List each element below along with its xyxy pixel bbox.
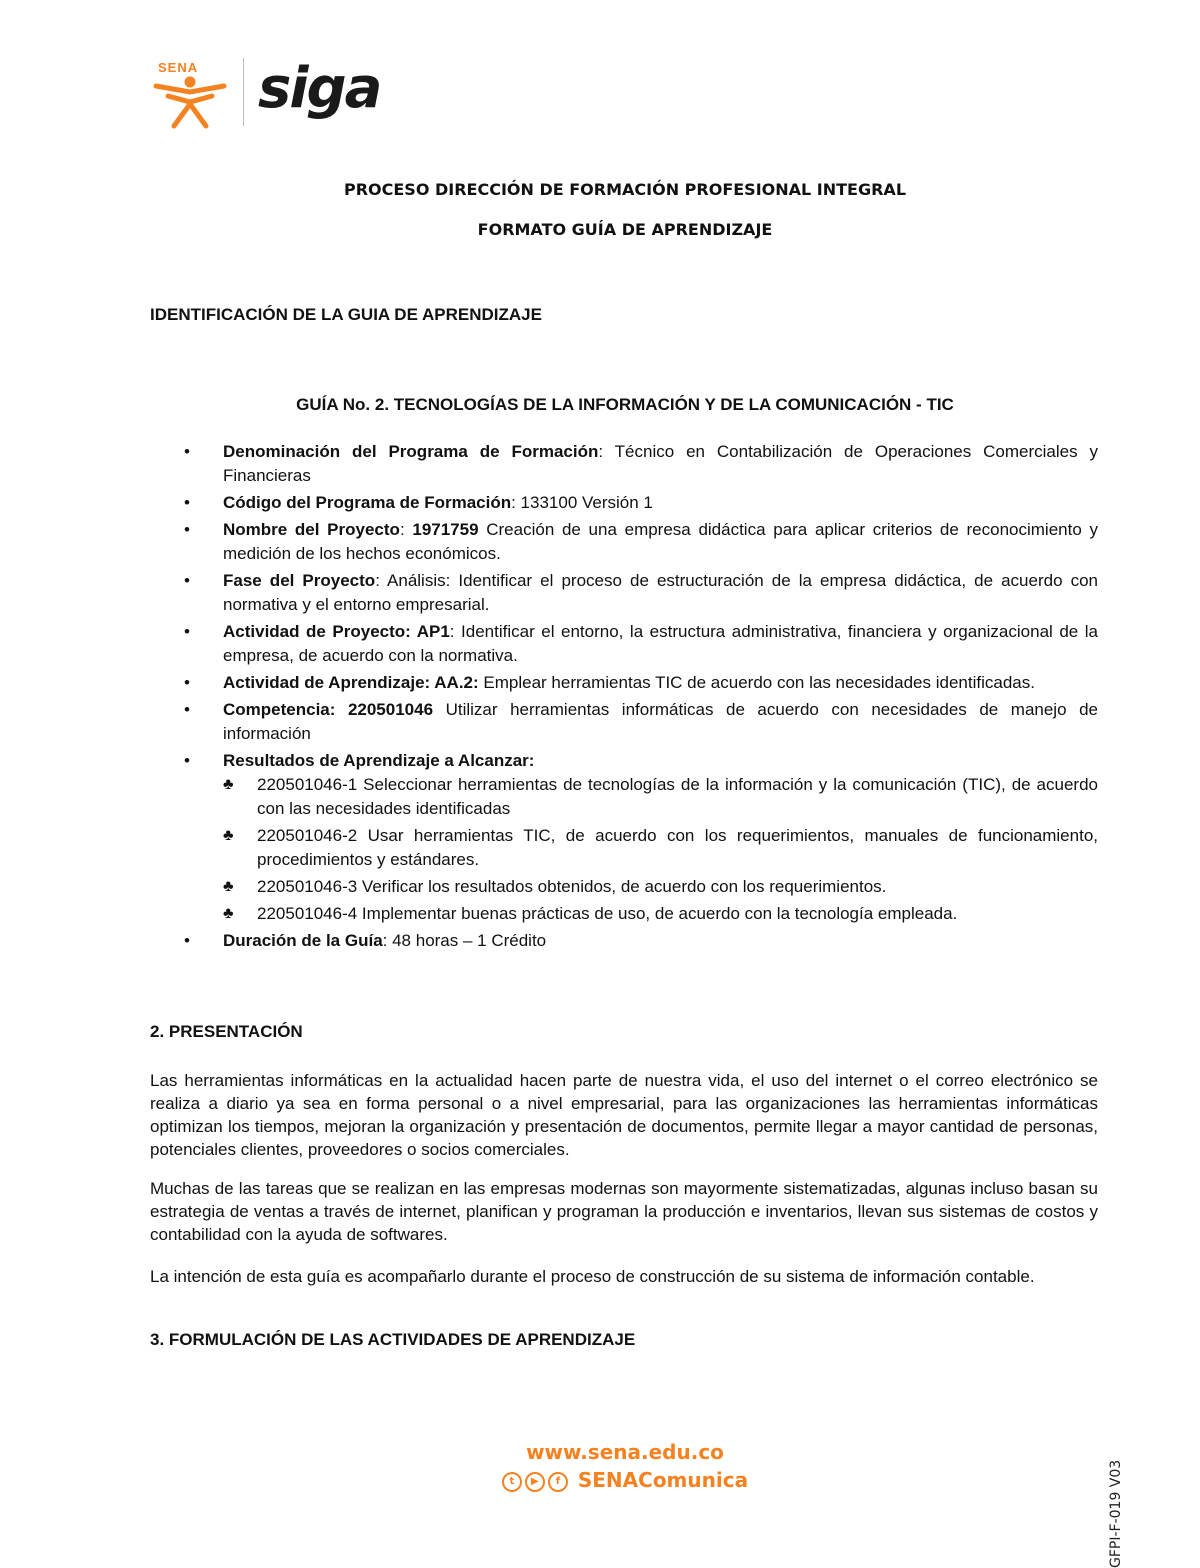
facebook-icon: f — [548, 1472, 568, 1492]
result-item — [223, 902, 1098, 926]
item-text: Creación de una empresa didáctica para aplicar criterios de reconocimiento y medición de los hechos económicos. — [223, 520, 1098, 563]
bullet-icon: • — [184, 673, 190, 692]
club-bullet-icon: ♣ — [223, 776, 234, 793]
section-2-heading: 2. PRESENTACIÓN — [150, 1022, 303, 1041]
sena-siga-logo — [150, 52, 390, 132]
process-title: PROCESO DIRECCIÓN DE FORMACIÓN PROFESIONAL INTEGRAL — [343, 180, 907, 199]
paragraph: Muchas de las tareas que se realizan en las empresas modernas son mayormente sistematizadas, algunas incluso basan su estrategia de ventas a través de internet, planifican y programan la producción e inventarios, llevan sus sistemas de costos y contabilidad con la ayuda de softwares. — [150, 1179, 1098, 1244]
bullet-icon: • — [184, 520, 190, 539]
bullet-icon: • — [184, 700, 190, 719]
bullet-icon: • — [184, 622, 190, 641]
learning-results-list — [223, 773, 1098, 926]
item-label: Actividad de Aprendizaje: AA.2: — [223, 673, 479, 692]
paragraph: Las herramientas informáticas en la actualidad hacen parte de nuestra vida, el uso del internet o el correo electrónico se realiza a diario ya sea en forma personal o a nivel empresarial, para las organizaciones las herramientas informáticas optimizan los tiempos, mejoran la organización y presentación de documentos, permite llegar a mayor cantidad de personas, potenciales clientes, proveedores o socios comerciales. — [150, 1071, 1098, 1159]
website-link[interactable]: www.sena.edu.co — [526, 1440, 724, 1464]
list-item — [150, 620, 1098, 668]
bullet-icon: • — [184, 931, 190, 950]
bullet-icon: • — [184, 751, 190, 770]
list-item — [150, 929, 1098, 953]
format-title: FORMATO GUÍA DE APRENDIZAJE — [477, 220, 773, 239]
item-label: Nombre del Proyecto — [223, 520, 400, 539]
item-label: Fase del Proyecto — [223, 571, 376, 590]
document-code: GFPI-F-019 V03 — [1108, 1459, 1124, 1568]
result-text: 220501046-4 Implementar buenas prácticas de uso, de acuerdo con la tecnología empleada. — [257, 904, 958, 923]
item-text: : Análisis: Identificar el proceso de estructuración de la empresa didáctica, de acuerdo con normativa y el entorno empresarial. — [223, 571, 1098, 614]
item-text: : — [399, 520, 413, 539]
bullet-icon: • — [184, 442, 190, 461]
social-handle-text: SENAComunica — [577, 1468, 749, 1492]
bullet-icon: • — [184, 493, 190, 512]
result-text: 220501046-2 Usar herramientas TIC, de acuerdo con los requerimientos, manuales de funcionamiento, procedimientos y estándares. — [257, 826, 1098, 869]
project-code: 1971759 — [412, 520, 479, 539]
list-item — [150, 698, 1098, 746]
item-text: Emplear herramientas TIC de acuerdo con las necesidades identificadas. — [478, 673, 1035, 692]
result-text: 220501046-1 Seleccionar herramientas de tecnologías de la información y la comunicación (TIC), de acuerdo con las necesidades identificadas — [257, 775, 1098, 818]
paragraph: La intención de esta guía es acompañarlo durante el proceso de construcción de su sistema de información contable. — [150, 1267, 1035, 1286]
item-label: Duración de la Guía — [223, 931, 383, 950]
item-label: Código del Programa de Formación — [223, 493, 512, 512]
guide-title: GUÍA No. 2. TECNOLOGÍAS DE LA INFORMACIÓN Y DE LA COMUNICACIÓN - TIC — [296, 395, 954, 414]
result-item — [223, 875, 1098, 899]
social-handle — [0, 1468, 1200, 1492]
list-item — [150, 569, 1098, 617]
club-bullet-icon: ♣ — [223, 827, 234, 844]
club-bullet-icon: ♣ — [223, 905, 234, 922]
item-text: Utilizar herramientas informáticas de acuerdo con necesidades de manejo de información — [223, 700, 1098, 743]
twitter-icon: t — [502, 1472, 522, 1492]
list-item — [150, 671, 1098, 695]
item-text: : 48 horas – 1 Crédito — [382, 931, 547, 950]
section-3-heading: 3. FORMULACIÓN DE LAS ACTIVIDADES DE APRENDIZAJE — [150, 1330, 636, 1349]
item-label: Competencia: 220501046 — [223, 700, 434, 719]
result-text: 220501046-3 Verificar los resultados obtenidos, de acuerdo con los requerimientos. — [257, 877, 887, 896]
item-label: Denominación del Programa de Formación — [223, 442, 599, 461]
item-label: Actividad de Proyecto: AP1 — [223, 622, 450, 641]
item-text: : Técnico en Contabilización de Operaciones Comerciales y Financieras — [223, 442, 1098, 485]
item-label: Resultados de Aprendizaje a Alcanzar: — [223, 751, 535, 770]
list-item — [150, 749, 1098, 926]
youtube-icon: ▶ — [525, 1472, 545, 1492]
identification-heading: IDENTIFICACIÓN DE LA GUIA DE APRENDIZAJE — [150, 305, 542, 324]
result-item — [223, 824, 1098, 872]
list-item — [150, 518, 1098, 566]
result-item — [223, 773, 1098, 821]
sena-wordmark: SENA — [158, 60, 199, 75]
guide-identification-list — [150, 440, 1098, 956]
bullet-icon: • — [184, 571, 190, 590]
item-text: : Identificar el entorno, la estructura administrativa, financiera y organizacional de la empresa, de acuerdo con la normativa. — [223, 622, 1098, 665]
siga-wordmark: siga — [258, 56, 381, 121]
list-item — [150, 491, 1098, 515]
club-bullet-icon: ♣ — [223, 878, 234, 895]
logo-divider — [243, 58, 244, 126]
list-item — [150, 440, 1098, 488]
item-text: : 133100 Versión 1 — [511, 493, 653, 512]
